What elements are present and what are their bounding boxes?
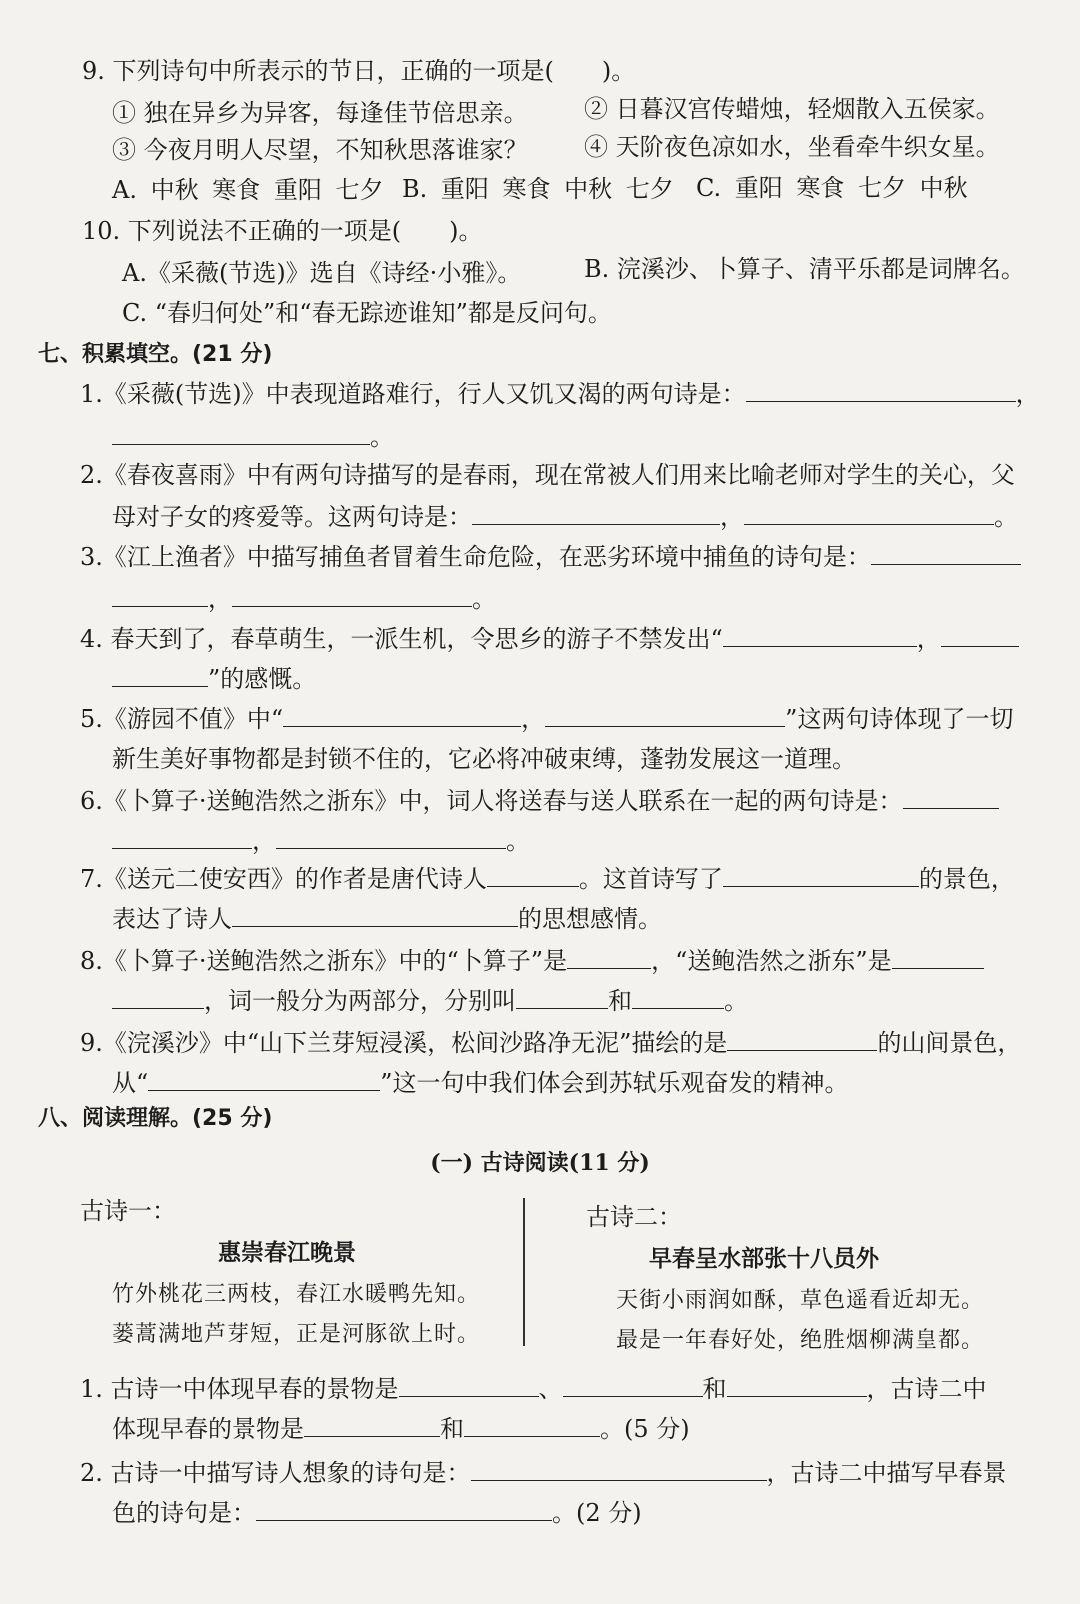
s7-q2-text: 母对子女的疼爱等。这两句诗是： [112,503,472,531]
s7-q1-line2 [112,420,394,454]
s7-q5-tail: ”这两句诗体现了一切 [785,705,1014,733]
poem1-title: 惠崇春江晚景 [218,1240,356,1266]
q9-option-1: ① 独在异乡为异客，每逢佳节倍思亲。 [112,99,528,127]
answer-blank[interactable] [941,624,1019,647]
q10-stem: 10. 下列说法不正确的一项是( )。 [82,217,483,245]
s7-q9-text-b: 的山间景色， [877,1029,1022,1057]
answer-blank[interactable] [112,986,204,1009]
s8-q1-line1 [80,1372,987,1406]
poem1-line2: 蒌蒿满地芦芽短，正是河豚欲上时。 [112,1322,481,1347]
s7-q8-text-c: ，词一般分为两部分，分别叫 [204,987,516,1015]
answer-blank[interactable] [487,864,579,887]
s8-q2-text-d: 。(2 分) [552,1499,642,1527]
answer-blank[interactable] [744,502,994,525]
answer-blank[interactable] [256,1498,552,1521]
answer-blank[interactable] [723,624,917,647]
answer-blank[interactable] [112,584,208,607]
comma: ， [208,585,232,613]
s8-and: 和 [702,1375,727,1403]
s8-q1-line2 [112,1412,690,1446]
period: 。 [994,503,1018,531]
answer-blank[interactable] [232,904,518,927]
poem-divider [523,1198,525,1346]
answer-blank[interactable] [304,1414,440,1437]
q9-option-2: ② 日暮汉宫传蜡烛，轻烟散入五侯家。 [584,95,1000,123]
poem1-label: 古诗一： [80,1197,176,1225]
s8-and: 和 [440,1415,464,1443]
q10-option-a: A.《采薇(节选)》选自《诗经·小雅》。 [122,259,522,287]
answer-blank[interactable] [723,864,919,887]
s7-q4-line2 [112,662,316,696]
answer-blank[interactable] [112,422,370,445]
s7-q8-text-a: 8.《卜算子·送鲍浩然之浙东》中的“卜算子”是 [80,947,568,975]
s7-q6-line1 [80,784,999,818]
s7-q4-line1 [80,622,1019,656]
comma: ， [252,827,276,855]
answer-blank[interactable] [283,704,521,727]
answer-blank[interactable] [892,946,984,969]
s7-q7-text-a: 7.《送元二使安西》的作者是唐代诗人 [80,865,487,893]
s8-q2-text-c: 色的诗句是： [112,1499,256,1527]
period: 。 [724,987,748,1015]
answer-blank[interactable] [399,1374,539,1397]
section8-subheading: (一) 古诗阅读(11 分) [430,1150,650,1176]
poem2-line2: 最是一年春好处，绝胜烟柳满皇都。 [616,1328,985,1353]
answer-blank[interactable] [464,1414,600,1437]
s7-q5-line2: 新生美好事物都是封锁不住的，它必将冲破束缚，蓬勃发展这一道理。 [112,745,856,773]
s7-q9-text-c: 从“ [112,1069,149,1097]
answer-blank[interactable] [276,826,506,849]
answer-blank[interactable] [632,986,724,1009]
q9-choice-a: A. 中秋 寒食 重阳 七夕 [112,176,384,204]
s7-q2-line1: 2.《春夜喜雨》中有两句诗描写的是春雨，现在常被人们用来比喻老师对学生的关心，父 [80,461,1015,489]
q9-choice-c: C. 重阳 寒食 七夕 中秋 [696,174,968,202]
answer-blank[interactable] [232,584,472,607]
s8-q2-line1 [80,1456,1007,1490]
s7-q6-line2 [112,824,530,858]
s7-q8-line2 [112,984,748,1018]
answer-blank[interactable] [727,1028,877,1051]
s7-q8-text-b: ，“送鲍浩然之浙东”是 [651,947,892,975]
period: 。 [370,423,394,451]
s8-q2-text-a: 2. 古诗一中描写诗人想象的诗句是： [80,1459,471,1487]
s7-q3-line2 [112,582,496,616]
answer-blank[interactable] [545,704,785,727]
s7-q9-line1 [80,1026,1021,1060]
section8-heading: 八、阅读理解。(25 分) [38,1106,273,1131]
comma: ， [1015,380,1040,408]
q10-option-c: C. “春归何处”和“春无踪迹谁知”都是反问句。 [122,299,612,327]
s7-q4-end: ”的感慨。 [208,665,317,693]
s7-q9-line2 [112,1066,849,1100]
s7-q7-line1 [80,862,1015,896]
answer-blank[interactable] [746,379,1016,402]
s7-q7-text-c: 的景色， [918,865,1015,893]
s7-q1-text: 1.《采薇(节选)》中表现道路难行，行人又饥又渴的两句诗是： [80,380,746,408]
q9-option-3: ③ 今夜月明人尽望，不知秋思落谁家？ [112,136,528,164]
s7-q3-line1 [80,540,1021,574]
s8-q1-text-c: 体现早春的景物是 [112,1415,304,1443]
answer-blank[interactable] [112,826,252,849]
s7-q7-text-b: 。这首诗写了 [578,865,723,893]
s7-q3-text: 3.《江上渔者》中描写捕鱼者冒着生命危险，在恶劣环境中捕鱼的诗句是： [80,543,871,571]
poem1-line1: 竹外桃花三两枝，春江水暖鸭先知。 [112,1282,481,1307]
comma: ， [521,705,546,733]
answer-blank[interactable] [471,1458,767,1481]
s8-q2-text-b: ，古诗二中描写早春景 [766,1459,1007,1487]
answer-blank[interactable] [727,1374,867,1397]
answer-blank[interactable] [871,542,1021,565]
answer-blank[interactable] [112,664,208,687]
q9-choice-b: B. 重阳 寒食 中秋 七夕 [402,175,674,203]
s7-q9-text-a: 9.《浣溪沙》中“山下兰芽短浸溪，松间沙路净无泥”描绘的是 [80,1029,728,1057]
s7-q7-text-e: 的思想感情。 [518,905,662,933]
s7-q5-line1 [80,702,1013,736]
s7-q7-line2 [112,902,662,936]
answer-blank[interactable] [148,1068,380,1091]
poem2-title: 早春呈水部张十八员外 [649,1246,879,1272]
s7-q2-line2 [112,500,1018,534]
s7-q9-text-d: ”这一句中我们体会到苏轼乐观奋发的精神。 [380,1069,849,1097]
answer-blank[interactable] [563,1374,703,1397]
q9-option-4: ④ 天阶夜色凉如水，坐看牵牛织女星。 [584,133,1000,161]
s8-q2-line2 [112,1496,642,1530]
poem2-line1: 天街小雨润如酥，草色遥看近却无。 [616,1288,985,1313]
answer-blank[interactable] [516,986,608,1009]
section7-heading: 七、积累填空。(21 分) [38,342,273,367]
s7-q4-text: 4. 春天到了，春草萌生，一派生机，令思乡的游子不禁发出“ [80,625,723,653]
poem2-label: 古诗二： [586,1203,682,1231]
comma: ， [720,503,744,531]
period: 。 [506,827,530,855]
s8-q1-text-a: 1. 古诗一中体现早春的景物是 [80,1375,399,1403]
dun-comma: 、 [538,1375,563,1403]
s7-q8-and: 和 [608,987,632,1015]
s7-q6-text: 6.《卜算子·送鲍浩然之浙东》中，词人将送春与送人联系在一起的两句诗是： [80,787,903,815]
s8-q1-text-d: 。(5 分) [600,1415,690,1443]
period: 。 [472,585,496,613]
q10-option-b: B. 浣溪沙、卜算子、清平乐都是词牌名。 [584,255,1025,283]
s7-q5-text: 5.《游园不值》中“ [80,705,284,733]
comma: ， [916,625,941,653]
s7-q8-line1 [80,944,984,978]
answer-blank[interactable] [567,946,651,969]
s8-q1-text-b: ，古诗二中 [866,1375,987,1403]
answer-blank[interactable] [472,502,720,525]
answer-blank[interactable] [903,786,999,809]
q9-stem: 9. 下列诗句中所表示的节日，正确的一项是( )。 [82,57,636,85]
s7-q1-line1 [80,377,1040,411]
s7-q7-text-d: 表达了诗人 [112,905,232,933]
